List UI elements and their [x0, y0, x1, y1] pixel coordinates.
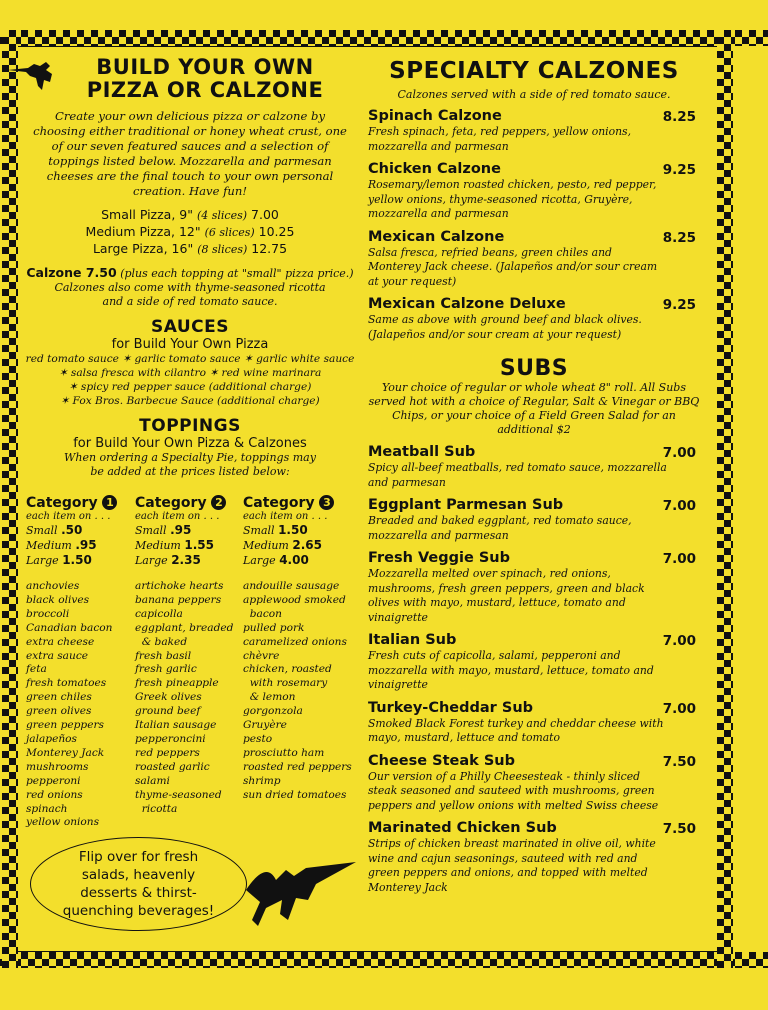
- item-name: Marinated Chicken Sub: [368, 820, 557, 836]
- item-name: Chicken Calzone: [368, 161, 501, 177]
- menu-item: [368, 752, 700, 814]
- calzones-note: Calzones served with a side of red tomato sauce.: [397, 88, 671, 101]
- item-name: Cheese Steak Sub: [368, 752, 515, 769]
- size-slices: (6 slices): [204, 226, 255, 239]
- size-slices: (8 slices): [197, 243, 248, 256]
- category-items: andouille sausage applewood smoked bacon pulled pork caramelized onions chèvre chicken, roasted with rosemary & lemon gorgonzola Gruyère pesto prosciutto ham roasted red peppers shrimp sun dried tomatoes: [243, 580, 352, 801]
- item-price: 7.00: [662, 551, 696, 567]
- category-title: [135, 495, 245, 511]
- specialty-calzones-title: SPECIALTY CALZONES: [389, 58, 679, 84]
- item-description: Mozzarella melted over spinach, red onions, mushrooms, fresh green peppers, green and black olives with mayo, mustard, lettuce, tomato and vinaigrette: [368, 567, 645, 624]
- size-label: Large: [26, 554, 59, 567]
- size-name: Small Pizza, 9": [101, 207, 193, 222]
- item-name: Mexican Calzone: [368, 228, 505, 245]
- flip-over-bubble: [30, 837, 247, 931]
- build-title-line2: PIZZA OR CALZONE: [86, 78, 324, 102]
- inner-frame-bottom: [18, 951, 717, 952]
- sauces-subtitle: for Build Your Own Pizza: [111, 337, 269, 352]
- item-price: 9.25: [662, 162, 696, 178]
- menu-item: [368, 819, 700, 895]
- small-price: .95: [170, 523, 192, 537]
- toppings-note: When ordering a Specialty Pie, toppings may be added at the prices listed below:: [64, 451, 316, 478]
- large-price: 2.35: [171, 553, 201, 567]
- sauce-list: [20, 352, 360, 408]
- item-price: 8.25: [662, 229, 696, 246]
- size-label: Medium: [135, 539, 181, 552]
- topping-category-3: [243, 495, 353, 803]
- category-each: each item on . . .: [135, 511, 220, 522]
- menu-item: [368, 631, 700, 693]
- item-name: Mexican Calzone Deluxe: [368, 296, 566, 312]
- calzone-note-2: Calzones also come with thyme-seasoned ricotta and a side of red tomato sauce.: [54, 281, 326, 308]
- item-price: 7.00: [662, 633, 696, 649]
- size-label: Small: [243, 524, 275, 537]
- medium-price: 1.55: [184, 538, 214, 552]
- category-number: 3: [319, 495, 334, 510]
- subs-note: Your choice of regular or whole wheat 8" roll. All Subs served hot with a choice of Regular, Salt & Vinegar or BBQ Chips, or your choice of a Field Green Salad for an additional $2: [368, 381, 700, 436]
- item-description: Spicy all-beef meatballs, red tomato sauce, mozzarella and parmesan: [368, 461, 667, 489]
- category-each: each item on . . .: [26, 511, 111, 522]
- category-title: [26, 495, 136, 511]
- menu-item: [368, 496, 700, 543]
- calzone-price: Calzone 7.50: [26, 265, 117, 280]
- size-row: [20, 224, 360, 241]
- bubble-text: Flip over for fresh salads, heavenly desserts & thirst-quenching beverages!: [62, 849, 215, 919]
- medium-price: .95: [75, 538, 97, 552]
- item-description: Breaded and baked eggplant, red tomato sauce, mozzarella and parmesan: [368, 514, 632, 542]
- sauce-line: ✶ spicy red pepper sauce (additional charge): [68, 381, 312, 393]
- category-label: Category: [243, 495, 315, 511]
- build-your-own-section: [20, 56, 360, 479]
- item-description: Smoked Black Forest turkey and cheddar cheese with mayo, mustard, lettuce and tomato: [368, 716, 664, 744]
- menu-item: [368, 107, 700, 154]
- inner-frame-top: [18, 46, 717, 47]
- size-price: 12.75: [251, 241, 288, 256]
- item-name: Meatball Sub: [368, 444, 476, 460]
- category-each: each item on . . .: [243, 511, 328, 522]
- sauces-title: SAUCES: [150, 317, 229, 337]
- item-price: 7.00: [662, 700, 696, 717]
- specialty-menu-section: [368, 58, 700, 895]
- large-price: 4.00: [279, 553, 309, 567]
- item-name: Fresh Veggie Sub: [368, 550, 510, 566]
- size-label: Large: [135, 554, 168, 567]
- item-description: Strips of chicken breast marinated in olive oil, white wine and cajun seasonings, sauteed with red and green peppers and onions, and topped with melted Monterey Jack: [368, 837, 656, 894]
- item-description: Salsa fresca, refried beans, green chiles and Monterey Jack cheese. (Jalapeños and/or sour cream at your request): [368, 245, 658, 288]
- build-title-line1: BUILD YOUR OWN: [96, 55, 314, 79]
- item-price: 7.00: [662, 498, 696, 514]
- menu-item: [368, 699, 700, 746]
- item-price: 8.25: [662, 109, 696, 125]
- pizza-sizes: [20, 207, 360, 258]
- build-intro: Create your own delicious pizza or calzone by choosing either traditional or honey wheat crust, one of our seven featured sauces and a selection of toppings listed below. Mozzarella and parmesan cheeses are the final touch to your own personal creation. Have fun!: [33, 109, 347, 198]
- item-name: Italian Sub: [368, 632, 457, 648]
- item-description: Fresh spinach, feta, red peppers, yellow onions, mozzarella and parmesan: [368, 125, 632, 153]
- right-border: [717, 30, 733, 968]
- toppings-subtitle: for Build Your Own Pizza & Calzones: [73, 436, 307, 451]
- size-name: Large Pizza, 16": [92, 241, 194, 256]
- item-description: Our version of a Philly Cheesesteak - thinly sliced steak seasoned and sauteed with mushrooms, green peppers and yellow onions with melted Swiss cheese: [368, 769, 659, 812]
- item-description: Rosemary/lemon roasted chicken, pesto, red pepper, yellow onions, thyme-seasoned ricotta, Gruyère, mozzarella and parmesan: [368, 178, 657, 220]
- menu-item: [368, 160, 700, 222]
- category-label: Category: [26, 495, 98, 511]
- category-title: [243, 495, 353, 511]
- item-price: 7.50: [662, 821, 696, 837]
- subs-title: SUBS: [499, 356, 569, 381]
- toppings-title: TOPPINGS: [139, 416, 241, 436]
- sauce-line: red tomato sauce ✶ garlic tomato sauce ✶ garlic white sauce: [25, 353, 355, 365]
- sauce-line: ✶ Fox Bros. Barbecue Sauce (additional charge): [60, 395, 320, 407]
- topping-category-2: [135, 495, 245, 816]
- size-row: [20, 241, 360, 258]
- category-number: 1: [102, 495, 117, 510]
- menu-item: [368, 228, 700, 290]
- size-price: 7.00: [251, 207, 279, 222]
- size-label: Large: [243, 554, 276, 567]
- bottom-border: [0, 952, 768, 968]
- item-name: Spinach Calzone: [368, 108, 502, 124]
- left-border: [2, 30, 18, 968]
- category-number: 2: [211, 495, 226, 510]
- small-price: 1.50: [278, 523, 308, 537]
- item-name: Eggplant Parmesan Sub: [368, 497, 564, 513]
- size-price: 10.25: [258, 224, 295, 239]
- topping-category-1: [26, 495, 136, 830]
- menu-item: [368, 443, 700, 490]
- item-description: Fresh cuts of capicolla, salami, pepperoni and mozzarella with mayo, mustard, lettuce, tomato and vinaigrette: [368, 649, 654, 691]
- sauce-line: ✶ salsa fresca with cilantro ✶ red wine marinara: [58, 367, 322, 379]
- item-price: 7.00: [662, 445, 696, 461]
- menu-item: [368, 549, 700, 625]
- size-label: Small: [26, 524, 58, 537]
- size-label: Small: [135, 524, 167, 537]
- large-price: 1.50: [62, 553, 92, 567]
- size-row: [20, 207, 360, 224]
- flying-chef-icon: [236, 850, 366, 930]
- build-title: [50, 56, 360, 102]
- calzone-note: (plus each topping at "small" pizza price.): [120, 267, 354, 280]
- size-name: Medium Pizza, 12": [85, 224, 201, 239]
- item-price: 7.50: [662, 753, 696, 770]
- item-name: Turkey-Cheddar Sub: [368, 699, 534, 716]
- menu-item: [368, 295, 700, 342]
- small-price: .50: [61, 523, 83, 537]
- medium-price: 2.65: [292, 538, 322, 552]
- top-border: [0, 30, 768, 46]
- size-slices: (4 slices): [196, 209, 248, 222]
- item-price: 9.25: [662, 297, 696, 313]
- calzone-price-block: [20, 266, 360, 309]
- category-label: Category: [135, 495, 207, 511]
- category-items: anchovies black olives broccoli Canadian bacon extra cheese extra sauce feta fresh tomatoes green chiles green olives green peppers jalapeños Monterey Jack mushrooms pepperoni red onions spinach yellow onions: [26, 580, 113, 829]
- size-label: Medium: [26, 539, 72, 552]
- item-description: Same as above with ground beef and black olives. (Jalapeños and/or sour cream at your request): [368, 313, 642, 341]
- category-items: artichoke hearts banana peppers capicolla eggplant, breaded & baked fresh basil fresh garlic fresh pineapple Greek olives ground beef Italian sausage pepperoncini red peppers roasted garlic salami thyme-seasoned ricotta: [135, 580, 234, 815]
- size-label: Medium: [243, 539, 289, 552]
